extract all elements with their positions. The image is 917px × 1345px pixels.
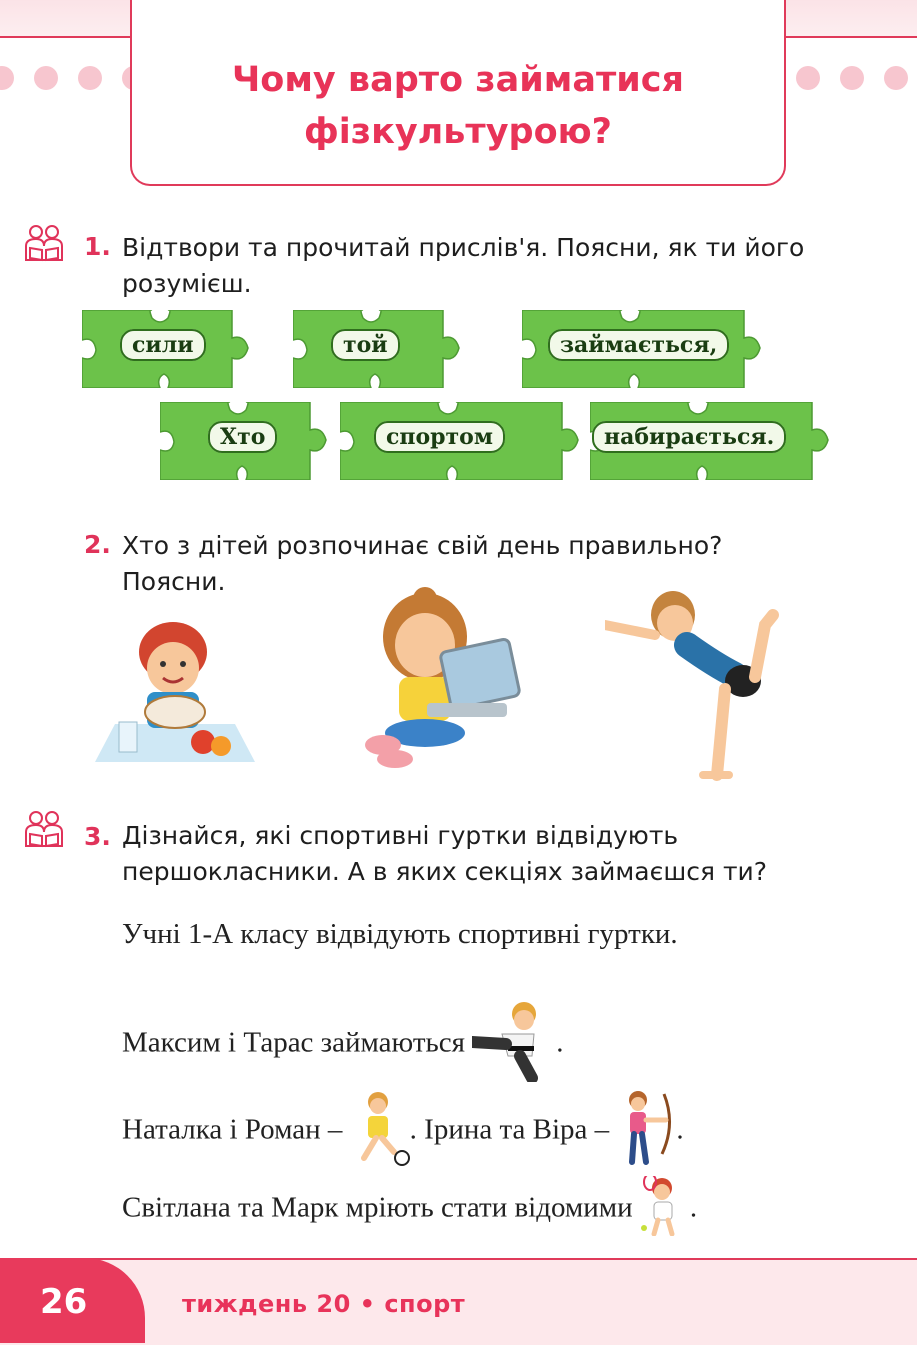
tennis-kid-image xyxy=(640,1176,690,1244)
puzzle-word: набирається. xyxy=(592,421,786,453)
sentence-3-part-a: Наталка і Роман – xyxy=(122,1113,343,1146)
task-2-text-line-2: Поясни. xyxy=(122,567,226,596)
page-title xyxy=(132,54,784,158)
sentence-2-text: Максим і Тарас займаються xyxy=(122,1026,465,1059)
decorative-dots-right xyxy=(786,66,917,92)
task-3-text-line-2: першокласники. А в яких секціях займаєшся ти? xyxy=(122,857,768,886)
puzzle-word: Хто xyxy=(208,421,277,453)
sentence-2 xyxy=(122,1000,563,1090)
task-1-text-line-2: розумієш. xyxy=(122,269,252,298)
girl-with-laptop-image xyxy=(355,585,525,775)
sentence-4-text: Світлана та Марк мріють стати відомими xyxy=(122,1191,633,1224)
puzzle-word: сили xyxy=(120,329,206,361)
football-girl-image xyxy=(350,1090,410,1174)
puzzle-piece-6[interactable] xyxy=(590,402,830,480)
task-3-text-line-1: Дізнайся, які спортивні гуртки відвідують xyxy=(122,821,679,850)
page-title-line-1: Чому варто займатися xyxy=(231,60,684,100)
task-1-number: 1. xyxy=(84,232,111,261)
puzzle-piece-2[interactable] xyxy=(293,310,463,388)
task-1-text xyxy=(122,230,804,302)
sentence-3-period: . xyxy=(676,1113,684,1146)
puzzle-word: займається, xyxy=(548,329,729,361)
task-3-number: 3. xyxy=(84,822,111,851)
archery-girl-image xyxy=(616,1090,676,1174)
title-card xyxy=(130,0,786,186)
sentence-2-period: . xyxy=(556,1026,564,1059)
sentence-3 xyxy=(122,1090,684,1174)
footer-section-label: тиждень 20 • спорт xyxy=(182,1290,466,1318)
puzzle-piece-3[interactable] xyxy=(522,310,762,388)
two-children-reading-icon xyxy=(22,224,66,264)
task-2-text-line-1: Хто з дітей розпочинає свій день правильно? xyxy=(122,531,723,560)
page-number: 26 xyxy=(40,1282,88,1322)
sentence-3-part-b: . Ірина та Віра – xyxy=(409,1113,610,1146)
girl-doing-yoga-image xyxy=(605,585,785,785)
two-children-reading-icon xyxy=(22,810,66,850)
puzzle-piece-4[interactable] xyxy=(160,402,328,480)
sentence-4 xyxy=(122,1176,697,1244)
puzzle-word: той xyxy=(331,329,400,361)
decorative-dots-left xyxy=(0,66,146,92)
boy-eating-breakfast-image xyxy=(95,612,255,772)
page-title-line-2: фізкультурою? xyxy=(304,112,612,152)
puzzle-word: спортом xyxy=(374,421,505,453)
sentence-4-period: . xyxy=(689,1191,698,1224)
puzzle-piece-1[interactable] xyxy=(82,310,250,388)
task-3-text xyxy=(122,818,767,890)
task-1-text-line-1: Відтвори та прочитай прислів'я. Поясни, як ти його xyxy=(122,233,805,262)
puzzle-piece-5[interactable] xyxy=(340,402,580,480)
karate-kid-image xyxy=(472,1000,556,1090)
task-2-number: 2. xyxy=(84,530,111,559)
sentence-1: Учні 1-А класу відвідують спортивні гуртки. xyxy=(122,918,678,950)
